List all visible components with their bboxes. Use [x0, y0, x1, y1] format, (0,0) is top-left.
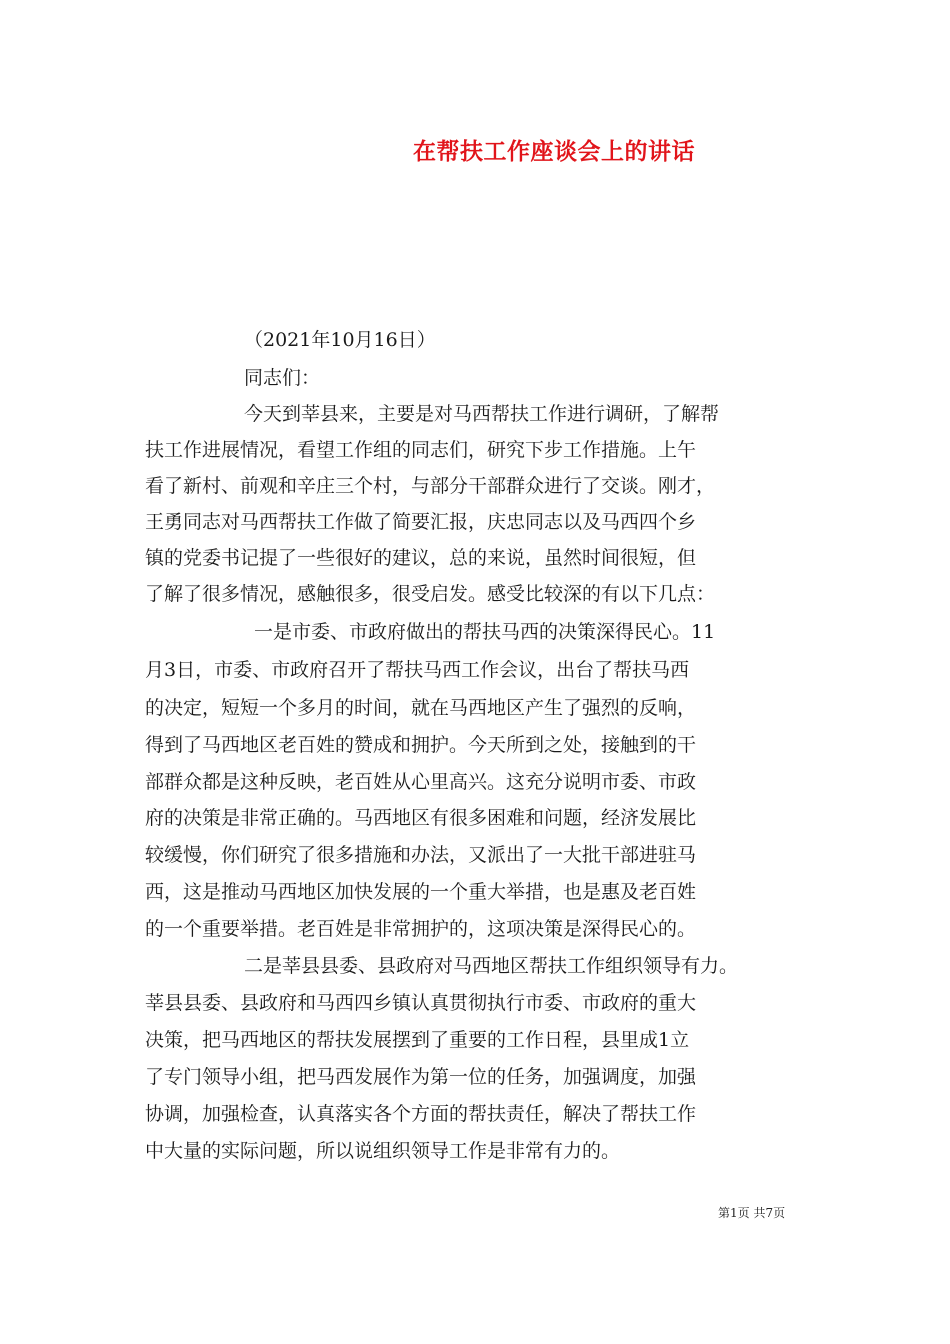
paragraph-2-line-4: 得到了马西地区老百姓的赞成和拥护。今天所到之处，接触到的干: [145, 734, 697, 756]
paragraph-2-line-8: 西，这是推动马西地区加快发展的一个重大举措，也是惠及老百姓: [145, 881, 697, 903]
paragraph-1-line-2: 扶工作进展情况，看望工作组的同志们，研究下步工作措施。上午: [145, 439, 697, 461]
paragraph-1-line-1: 今天到莘县来，主要是对马西帮扶工作进行调研，了解帮: [244, 403, 720, 425]
paragraph-2-line-2: 月3日，市委、市政府召开了帮扶马西工作会议，出台了帮扶马西: [145, 659, 690, 681]
paragraph-3-line-1: 二是莘县县委、县政府对马西地区帮扶工作组织领导有力。: [244, 955, 739, 977]
paragraph-3-line-5: 协调，加强检查，认真落实各个方面的帮扶责任，解决了帮扶工作: [145, 1103, 697, 1125]
paragraph-1-line-3: 看了新村、前观和辛庄三个村，与部分干部群众进行了交谈。刚才，: [145, 475, 716, 497]
paragraph-2-line-1: 一是市委、市政府做出的帮扶马西的决策深得民心。11: [254, 621, 716, 643]
paragraph-3-line-2: 莘县县委、县政府和马西四乡镇认真贯彻执行市委、市政府的重大: [145, 992, 697, 1014]
paragraph-2-line-6: 府的决策是非常正确的。马西地区有很多困难和问题，经济发展比: [145, 807, 697, 829]
paragraph-2-line-9: 的一个重要举措。老百姓是非常拥护的，这项决策是深得民心的。: [145, 918, 697, 940]
document-title: 在帮扶工作座谈会上的讲话: [413, 138, 695, 165]
page-number: 第1页 共7页: [718, 1206, 786, 1220]
paragraph-2-line-3: 的决定，短短一个多月的时间，就在马西地区产生了强烈的反响，: [145, 697, 697, 719]
paragraph-3-line-4: 了专门领导小组，把马西发展作为第一位的任务，加强调度，加强: [145, 1066, 697, 1088]
paragraph-2-line-5: 部群众都是这种反映，老百姓从心里高兴。这充分说明市委、市政: [145, 771, 697, 793]
paragraph-1-line-4: 王勇同志对马西帮扶工作做了简要汇报，庆忠同志以及马西四个乡: [145, 511, 697, 533]
paragraph-3-line-6: 中大量的实际问题，所以说组织领导工作是非常有力的。: [145, 1140, 621, 1162]
paragraph-3-line-3: 决策，把马西地区的帮扶发展摆到了重要的工作日程，县里成1立: [145, 1029, 690, 1051]
document-date: （2021年10月16日）: [244, 329, 436, 351]
paragraph-1-line-6: 了解了很多情况，感触很多，很受启发。感受比较深的有以下几点：: [145, 583, 716, 605]
paragraph-1-line-5: 镇的党委书记提了一些很好的建议，总的来说，虽然时间很短，但: [145, 547, 697, 569]
salutation: 同志们：: [244, 367, 321, 389]
paragraph-2-line-7: 较缓慢，你们研究了很多措施和办法，又派出了一大批干部进驻马: [145, 844, 697, 866]
